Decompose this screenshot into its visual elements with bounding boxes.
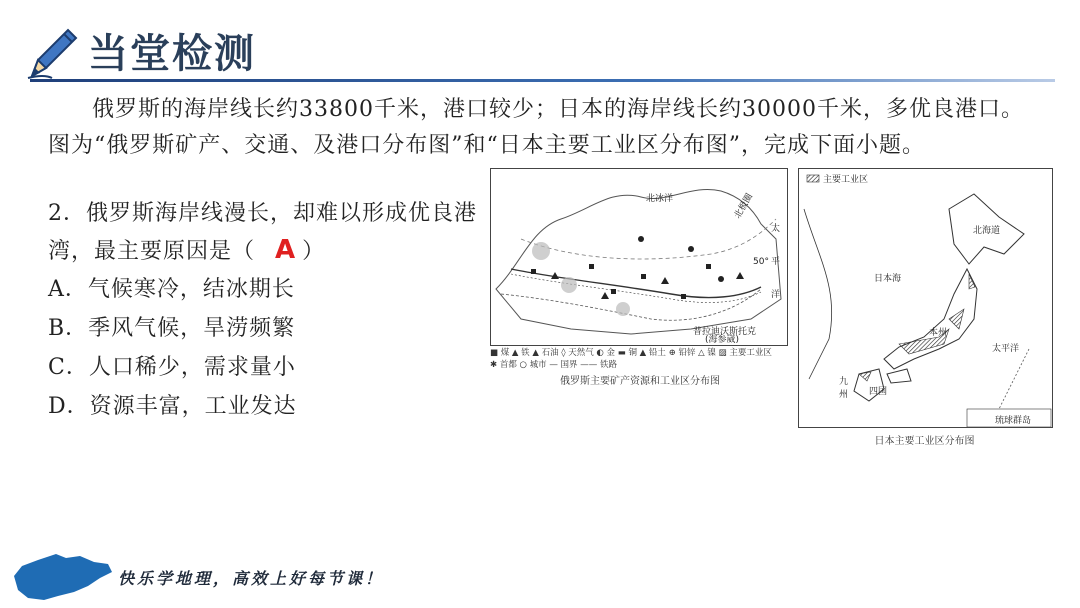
answer-mark: A bbox=[275, 235, 297, 265]
slide-header bbox=[0, 0, 1080, 84]
legend-line-1: ■ 煤 ▲ 铁 ▲ 石油 ◊ 天然气 ◐ 金 ▬ 铜 ▲ 铅土 ⊕ 铅锌 △ 镍 ▨ 主要工业区 bbox=[490, 348, 772, 358]
title-underline bbox=[30, 79, 1055, 82]
label-north-ocean: 北冰洋 bbox=[646, 194, 674, 204]
footer-slogan: 快乐学地理，高效上好每节课！ bbox=[118, 569, 385, 588]
legend-line-2: ✱ 首都 ○ 城市 — 国界 —— 铁路 bbox=[490, 360, 617, 370]
japan-map-drawing bbox=[799, 169, 1052, 427]
intro-paragraph bbox=[48, 92, 1038, 164]
russia-map-legend bbox=[490, 347, 790, 371]
japan-map-caption: 日本主要工业区分布图 bbox=[874, 436, 975, 447]
label-honshu: 本州 bbox=[929, 328, 948, 338]
page-title: 当堂检测 bbox=[88, 31, 256, 77]
intro-text: 俄罗斯的海岸线长约33800千米，港口较少；日本的海岸线长约30000千米，多优良港口。图为“俄罗斯矿产、交通、及港口分布图”和“日本主要工业区分布图”，完成下面小题。 bbox=[48, 97, 1024, 158]
svg-text:洋: 洋 bbox=[771, 290, 781, 300]
option-b: B．季风气候，旱涝频繁 bbox=[48, 316, 296, 341]
label-kyushu-2: 州 bbox=[839, 390, 849, 400]
japan-legend-text: 主要工业区 bbox=[823, 175, 869, 185]
svg-text:平: 平 bbox=[771, 257, 781, 267]
label-ryukyu: 琉球群岛 bbox=[995, 416, 1032, 426]
question-text: 2．俄罗斯海岸线漫长，却难以形成优良港湾，最主要原因是（ bbox=[48, 201, 477, 264]
label-vladivostok-alt: (海参崴) bbox=[705, 335, 740, 345]
option-a: A．气候寒冷，结冰期长 bbox=[48, 277, 295, 302]
options-list bbox=[48, 270, 297, 426]
pen-icon bbox=[24, 24, 80, 80]
japan-map bbox=[798, 168, 1053, 428]
russia-map-drawing bbox=[491, 169, 787, 345]
label-latitude: 50° bbox=[753, 257, 769, 267]
label-vladivostok: 普拉迪沃斯托克 bbox=[693, 327, 757, 337]
label-sea-of-japan: 日本海 bbox=[874, 274, 902, 284]
question-stem bbox=[48, 196, 478, 270]
label-pacific-ru: 太 bbox=[771, 224, 781, 234]
option-c: C．人口稀少，需求量小 bbox=[48, 355, 296, 380]
label-kyushu-1: 九 bbox=[839, 377, 849, 387]
label-hokkaido: 北海道 bbox=[973, 226, 1001, 236]
russia-map-caption: 俄罗斯主要矿产资源和工业区分布图 bbox=[560, 376, 720, 387]
russia-map bbox=[490, 168, 788, 346]
footer-map-silhouette bbox=[8, 546, 116, 604]
label-shikoku: 四国 bbox=[869, 387, 888, 397]
label-arctic-circle: 北极圈 bbox=[732, 192, 756, 221]
label-pacific-jp: 太平洋 bbox=[992, 344, 1020, 354]
question-close: ） bbox=[302, 239, 326, 264]
option-d: D．资源丰富，工业发达 bbox=[48, 394, 297, 419]
